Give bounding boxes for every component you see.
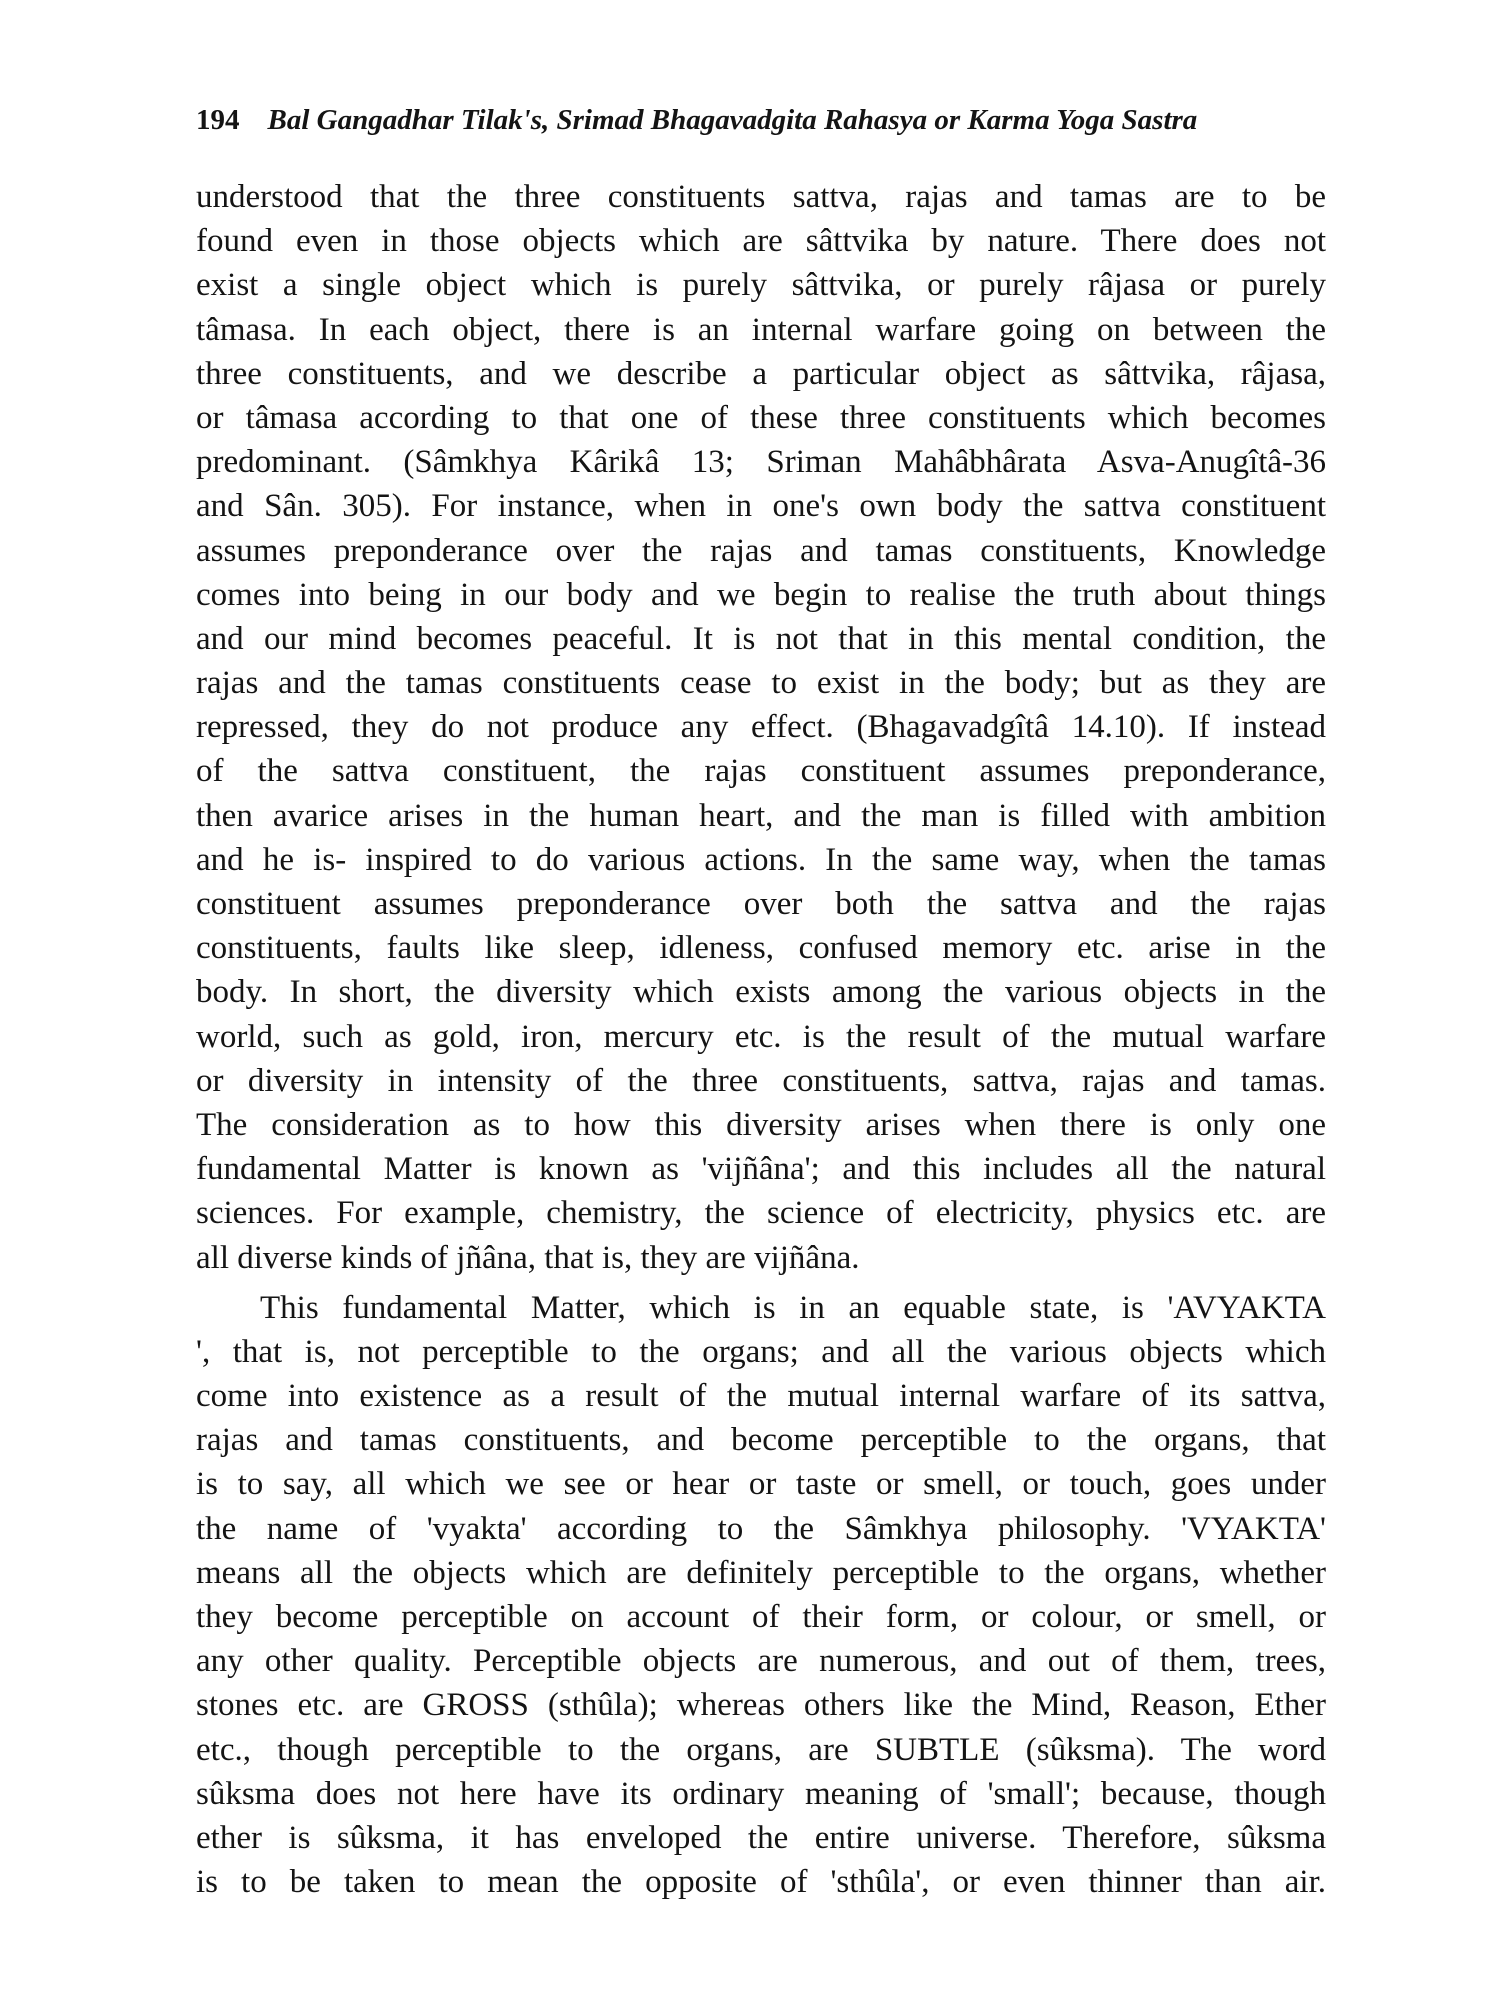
text-line: they become perceptible on account of their form, or colour, or smell, or [196,1599,1326,1635]
text-line: assumes preponderance over the rajas and tamas constituents, Knowledge [196,532,1326,569]
text-line: or diversity in intensity of the three constituents, sattva, rajas and tamas. [196,1062,1326,1099]
text-line: etc., though perceptible to the organs, are SUBTLE (sûksma). The word [196,1731,1326,1768]
text-line: or tâmasa according to that one of these three constituents which becomes [196,399,1326,436]
paragraph-2 [196,1286,1326,1905]
text-line: world, such as gold, iron, mercury etc. is the result of the mutual warfare [196,1018,1326,1055]
text-line: comes into being in our body and we begin to realise the truth about things [196,576,1326,613]
text-line: fundamental Matter is known as 'vijñâna'; and this includes all the natural [196,1151,1326,1188]
text-line: This fundamental Matter, which is in an equable state, is 'AVYAKTA [260,1289,1326,1326]
text-line: come into existence as a result of the mutual internal warfare of its sattva, [196,1378,1326,1415]
text-line: stones etc. are GROSS (sthûla); whereas others like the Mind, Reason, Ether [196,1687,1326,1724]
text-line: tâmasa. In each object, there is an internal warfare going on between the [196,311,1326,348]
text-line: understood that the three constituents sattva, rajas and tamas are to be [196,179,1326,215]
text-line: sûksma does not here have its ordinary meaning of 'small'; because, though [196,1775,1326,1812]
text-line: repressed, they do not produce any effect. (Bhagavadgîtâ 14.10). If instead [196,709,1326,746]
text-line: three constituents, and we describe a particular object as sâttvika, râjasa, [196,355,1326,392]
text-line: sciences. For example, chemistry, the science of electricity, physics etc. are [196,1195,1326,1232]
running-header-title: Bal Gangadhar Tilak's, Srimad Bhagavadgita Rahasya or Karma Yoga Sastra [267,104,1198,136]
text-line: exist a single object which is purely sâttvika, or purely râjasa or purely [196,267,1326,304]
text-line: constituent assumes preponderance over both the sattva and the rajas [196,886,1326,922]
running-header [196,100,1326,140]
paragraph-1 [196,175,1326,1280]
text-line: constituents, faults like sleep, idleness, confused memory etc. arise in the [196,930,1326,967]
text-line: then avarice arises in the human heart, and the man is filled with ambition [196,797,1326,834]
text-line: means all the objects which are definitely perceptible to the organs, whether [196,1554,1326,1591]
text-line: rajas and tamas constituents, and become perceptible to the organs, that [196,1422,1326,1459]
text-line: ether is sûksma, it has enveloped the entire universe. Therefore, sûksma [196,1819,1326,1856]
text-line: The consideration as to how this diversity arises when there is only one [196,1106,1326,1143]
text-line: any other quality. Perceptible objects are numerous, and out of them, trees, [196,1643,1326,1680]
text-line: is to say, all which we see or hear or taste or smell, or touch, goes under [196,1466,1326,1503]
page-number: 194 [196,104,240,136]
text-line: predominant. (Sâmkhya Kârikâ 13; Sriman Mahâbhârata Asva-Anugîtâ-36 [196,444,1326,481]
text-line: is to be taken to mean the opposite of 'sthûla', or even thinner than air. [196,1864,1326,1901]
text-line: all diverse kinds of jñâna, that is, they are vijñâna. [196,1239,860,1276]
body-text [196,175,1326,1904]
text-line: and Sân. 305). For instance, when in one's own body the sattva constituent [196,488,1326,525]
text-line: the name of 'vyakta' according to the Sâmkhya philosophy. 'VYAKTA' [196,1510,1326,1547]
text-line: rajas and the tamas constituents cease to exist in the body; but as they are [196,665,1326,702]
text-line: and our mind becomes peaceful. It is not that in this mental condition, the [196,620,1326,657]
text-line: of the sattva constituent, the rajas constituent assumes preponderance, [196,753,1326,790]
text-line: found even in those objects which are sâttvika by nature. There does not [196,223,1326,260]
text-line: ', that is, not perceptible to the organs; and all the various objects which [196,1333,1326,1370]
text-line: body. In short, the diversity which exists among the various objects in the [196,974,1326,1011]
text-line: and he is- inspired to do various actions. In the same way, when the tamas [196,841,1326,878]
